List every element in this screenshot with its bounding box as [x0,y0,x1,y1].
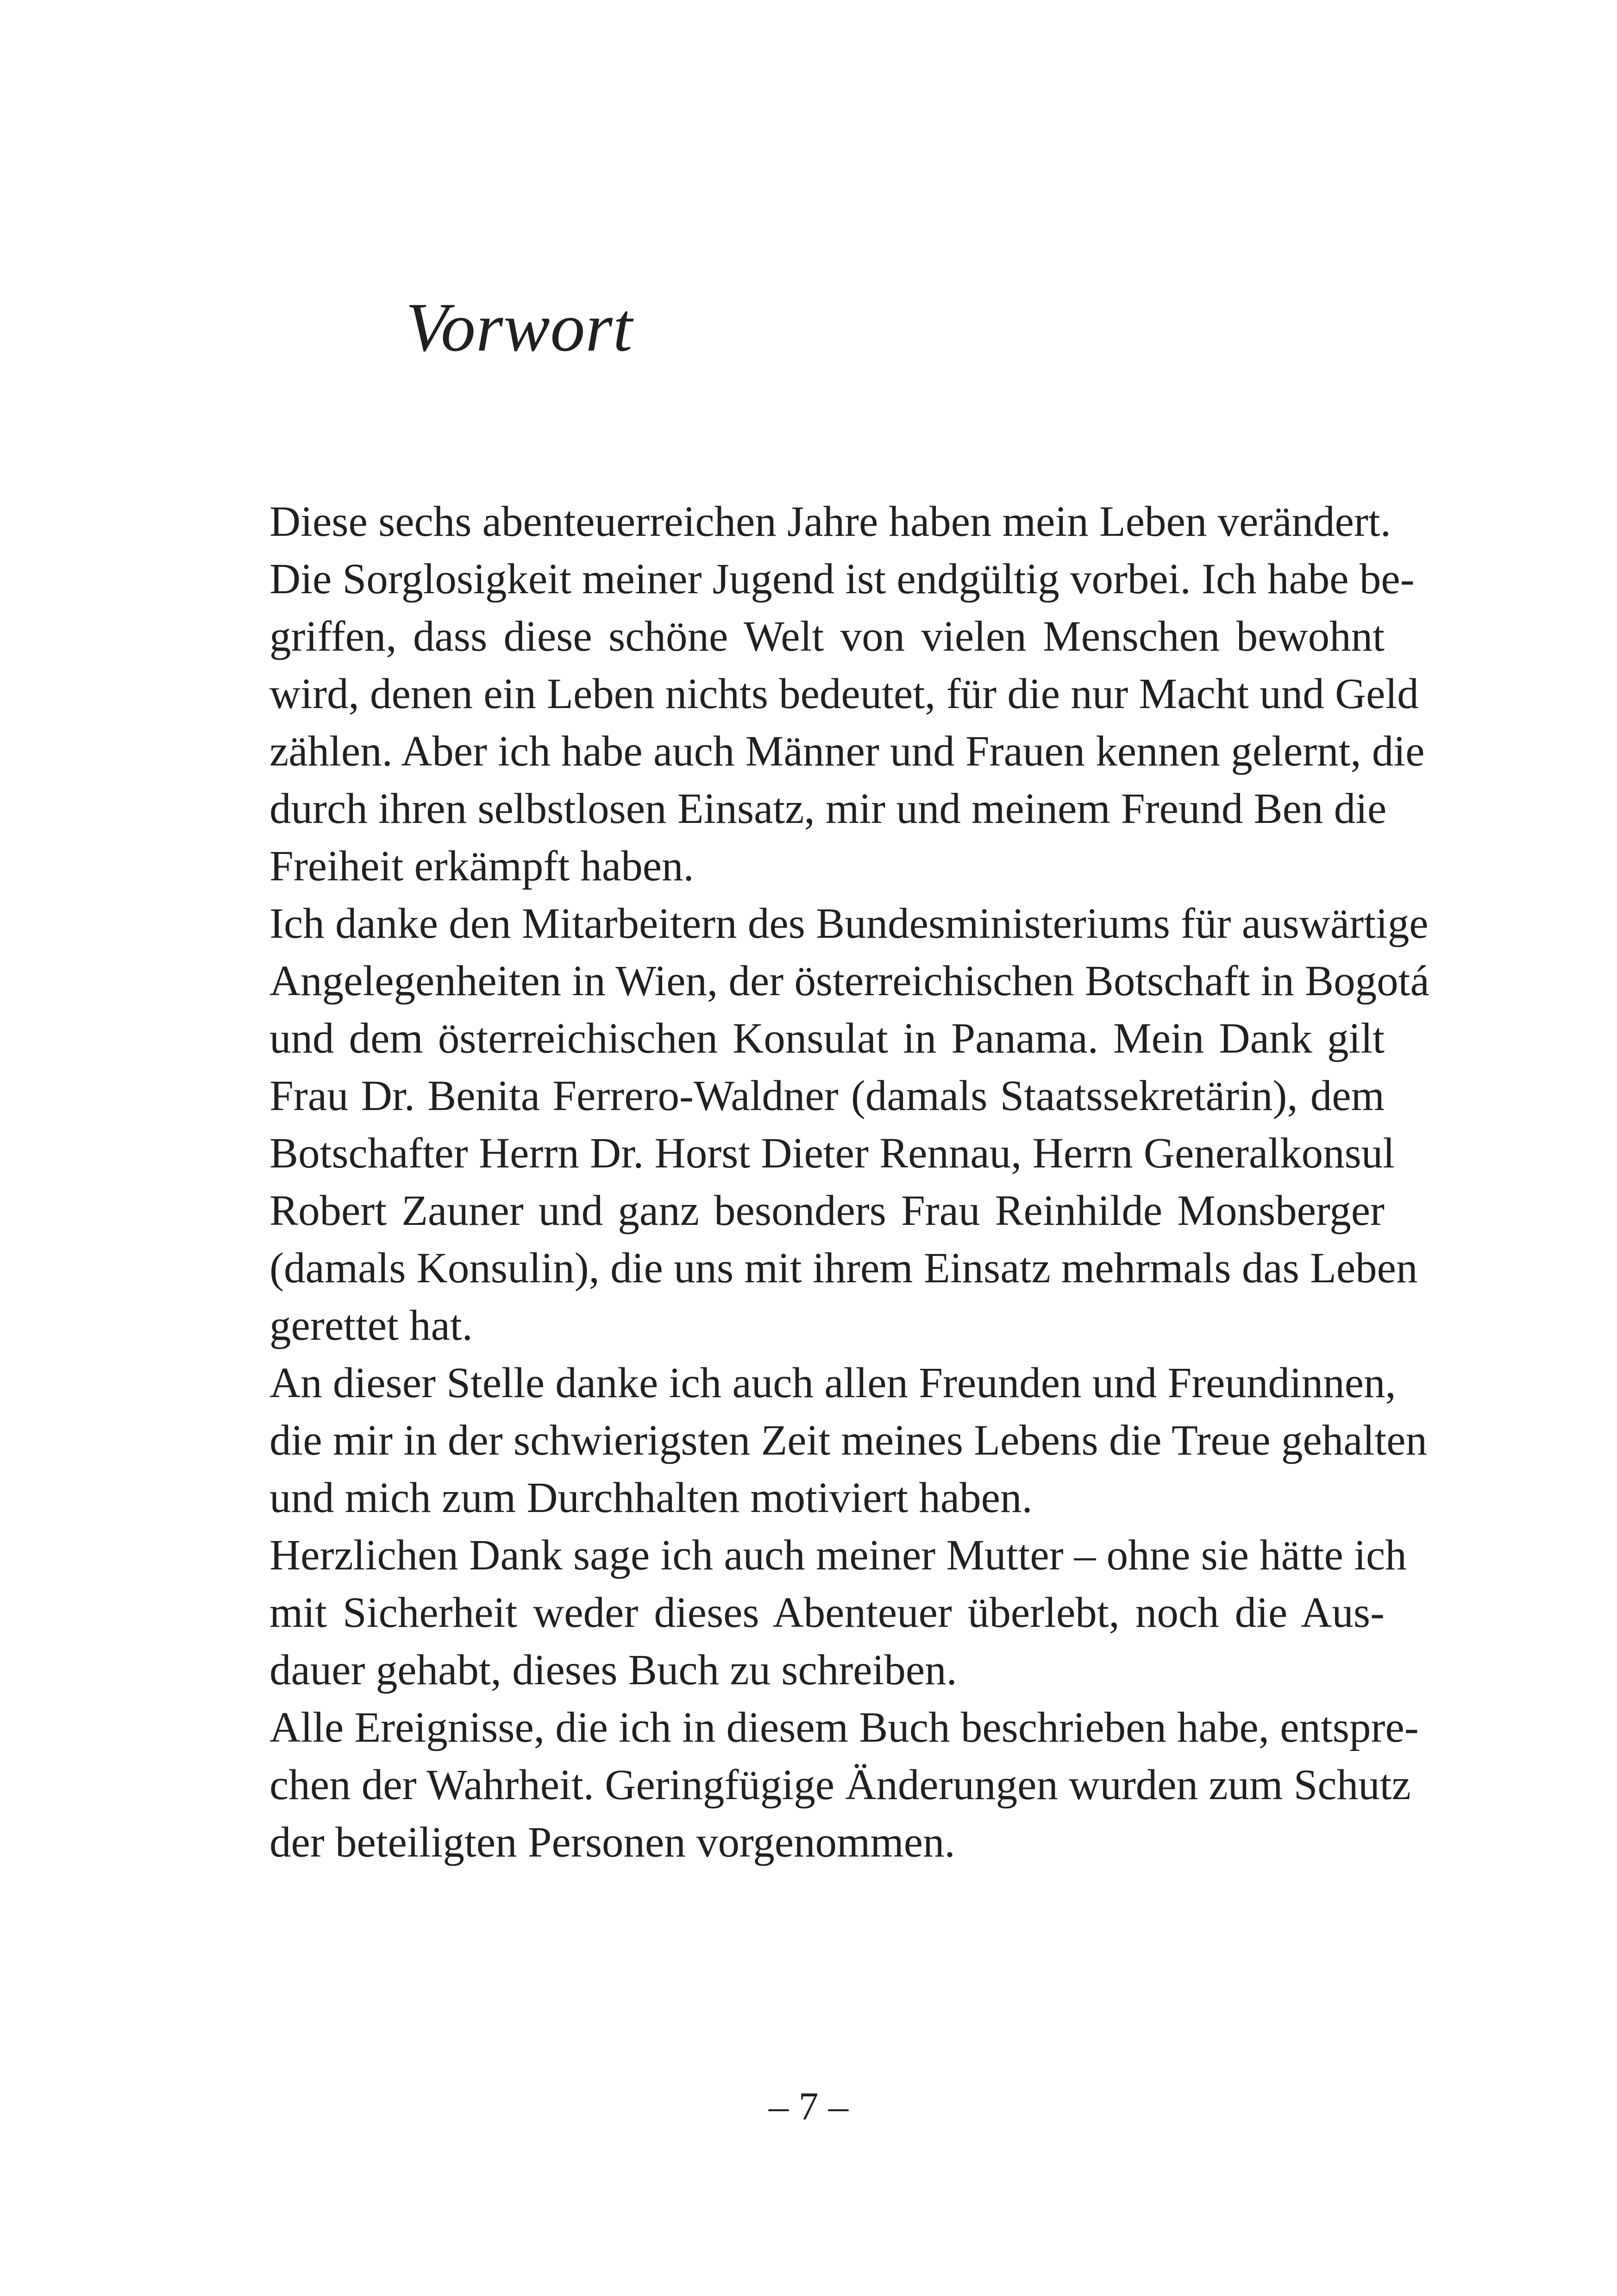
text-line-16: An dieser Stelle danke ich auch allen Freunden und Freundinnen, [270,1359,1396,1407]
text-line-17: die mir in der schwierigsten Zeit meines Lebens die Treue gehalten [270,1417,1427,1464]
text-line-15: gerettet hat. [270,1302,473,1349]
foreword-text [270,493,1429,1871]
text-line-6: durch ihren selbstlosen Einsatz, mir und meinem Freund Ben die [270,785,1387,833]
text-line-7: Freiheit erkämpft haben. [270,842,694,890]
text-line-12: Botschafter Herrn Dr. Horst Dieter Rennau, Herrn Generalkonsul [270,1129,1395,1177]
text-line-10: und dem österreichischen Konsulat in Panama. Mein Dank gilt [270,1015,1385,1062]
text-line-3: griffen, dass diese schöne Welt von vielen Menschen bewohnt [270,613,1385,660]
text-line-2: Die Sorglosigkeit meiner Jugend ist endgültig vorbei. Ich habe be- [270,555,1415,603]
text-line-11: Frau Dr. Benita Ferrero-Waldner (damals Staatssekretärin), dem [270,1072,1385,1120]
text-line-23: chen der Wahrheit. Geringfügige Änderungen wurden zum Schutz [270,1761,1411,1809]
text-line-13: Robert Zauner und ganz besonders Frau Reinhilde Monsberger [270,1187,1385,1235]
text-line-5: zählen. Aber ich habe auch Männer und Frauen kennen gelernt, die [270,728,1425,775]
text-line-22: Alle Ereignisse, die ich in diesem Buch beschrieben habe, entspre- [270,1704,1419,1751]
text-line-4: wird, denen ein Leben nichts bedeutet, für die nur Macht und Geld [270,670,1419,718]
text-line-8: Ich danke den Mitarbeitern des Bundesministeriums für auswärtige [270,900,1429,947]
text-line-9: Angelegenheiten in Wien, der österreichischen Botschaft in Bogotá [270,957,1429,1005]
text-line-21: dauer gehabt, dieses Buch zu schreiben. [270,1646,957,1694]
text-line-1: Diese sechs abenteuerreichen Jahre haben mein Leben verändert. [270,498,1391,546]
text-line-20: mit Sicherheit weder dieses Abenteuer überlebt, noch die Aus- [270,1589,1385,1637]
text-line-19: Herzlichen Dank sage ich auch meiner Mutter – ohne sie hätte ich [270,1531,1407,1579]
text-line-14: (damals Konsulin), die uns mit ihrem Einsatz mehrmals das Leben [270,1244,1418,1292]
text-line-18: und mich zum Durchhalten motiviert haben. [270,1474,1033,1522]
page-number: – 7 – [769,2084,848,2128]
text-line-24: der beteiligten Personen vorgenommen. [270,1819,955,1866]
chapter-title: Vorwort [406,289,633,366]
